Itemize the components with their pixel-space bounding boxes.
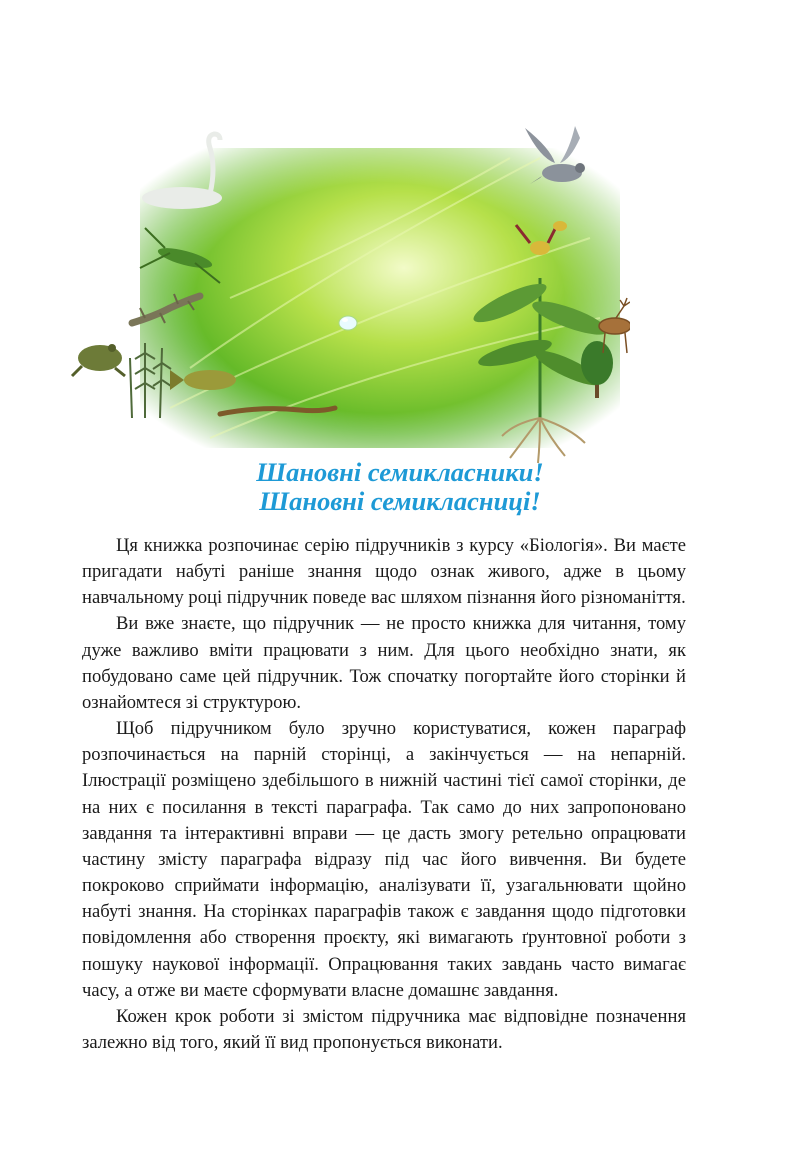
page-title (0, 458, 800, 516)
paragraph-1: Ця книжка розпочинає серію підручників з курсу «Біологія». Ви маєте пригадати набуті раніше знання щодо ознак живого, адже в цьому навчальному році підручник поведе вас шляхом пізнання його різноманіття. (82, 535, 686, 609)
deer-final (599, 298, 630, 353)
paragraph-4: Кожен крок роботи зі змістом підручника має відповідне позначення залежно від того, який її вид пропонується виконати. (82, 1005, 686, 1053)
cover-illustration (70, 118, 630, 463)
title-line-1: Шановні семикласники! (256, 457, 544, 487)
paragraph-3: Щоб підручником було зручно користуватися, кожен параграф розпочинається на парній сторінці, а закінчується — на непарній. Ілюстрації розміщено здебільшого в нижній частині тієї самої сторінки, де на них є посилання в тексті параграфа. Так само до них запропоновано завдання та інтерактивні вправи — це дасть змогу ретельно опрацювати частину змісту параграфа відразу під час його вивчення. Ви будете покроково сприймати інформацію, аналізувати її, узагальнювати щойно набуті знання. На сторінках параграфів також є завдання щодо підготовки повідомлення або створення проєкту, які вимагають ґрунтовної роботи з пошуку наукової інформації. Опрацювання таких завдань часто вимагає часу, а отже ви маєте сформувати власне домашнє завдання. (82, 718, 686, 1001)
title-line-2: Шановні семикласниці! (259, 486, 541, 516)
deer-svg (70, 118, 630, 463)
deer-drawing (542, 314, 578, 332)
body-text (82, 533, 686, 1056)
paragraph-2: Ви вже знаєте, що підручник — не просто книжка для читання, тому дуже важливо вміти працювати з ним. Для цього необхідно знати, як побудовано саме цей підручник. Тож спочатку погортайте його сторінки й ознайомтеся зі структурою. (82, 613, 686, 713)
